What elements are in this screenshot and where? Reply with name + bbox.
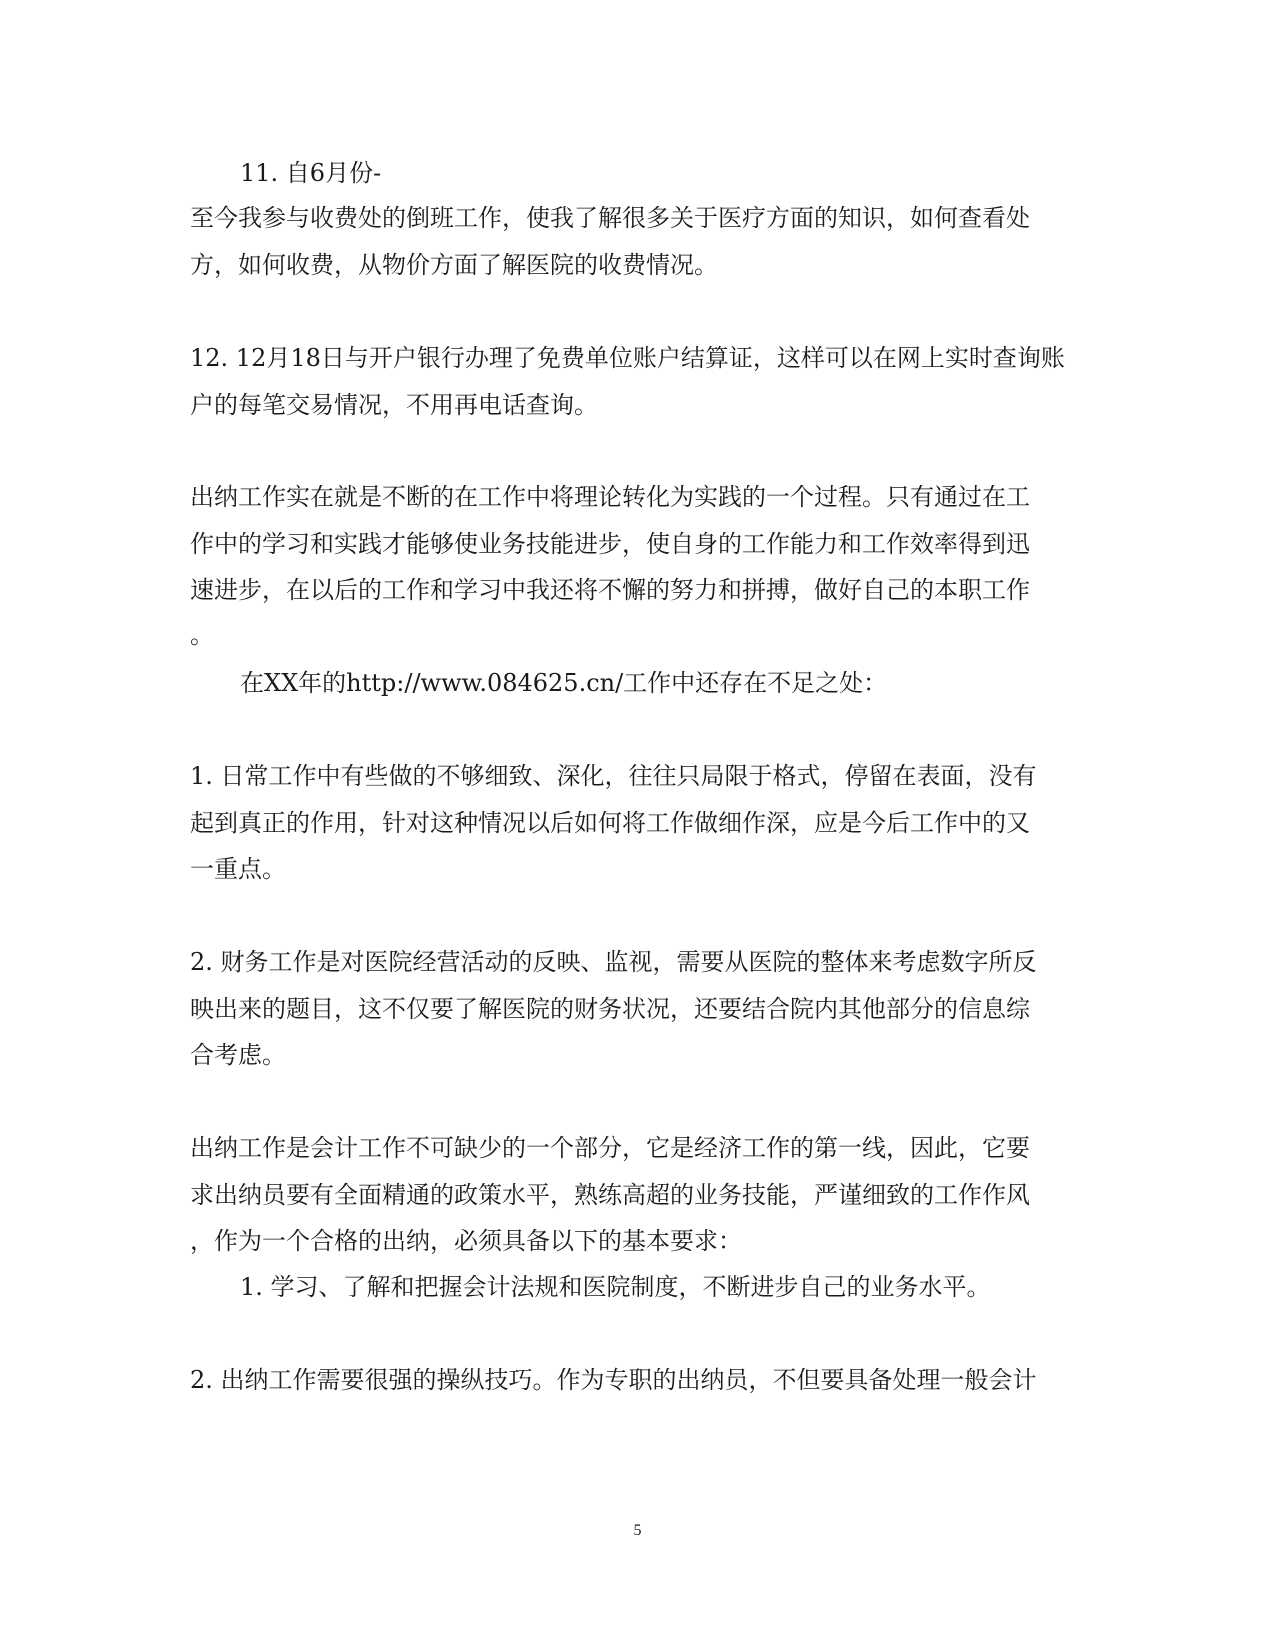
text-line: 出纳工作是会计工作不可缺少的一个部分，它是经济工作的第一线，因此，它要 xyxy=(190,1134,1030,1162)
text-line: 11. 自6月份- xyxy=(240,159,382,187)
page-number: 5 xyxy=(633,1522,642,1539)
text-line: 求出纳员要有全面精通的政策水平，熟练高超的业务技能，严谨细致的工作作风 xyxy=(190,1181,1030,1209)
text-line: 速进步，在以后的工作和学习中我还将不懈的努力和拼搏，做好自己的本职工作 xyxy=(190,576,1030,604)
text-line: 12. 12月18日与开户银行办理了免费单位账户结算证，这样可以在网上实时查询账 xyxy=(190,344,1065,372)
text-line: 合考虑。 xyxy=(190,1041,286,1069)
text-line: 作中的学习和实践才能够使业务技能进步，使自身的工作能力和工作效率得到迅 xyxy=(190,530,1030,558)
text-line: 方，如何收费，从物价方面了解医院的收费情况。 xyxy=(190,251,718,279)
text-line: 起到真正的作用，针对这种情况以后如何将工作做细作深，应是今后工作中的又 xyxy=(190,809,1030,837)
text-line: 户的每笔交易情况，不用再电话查询。 xyxy=(190,391,598,419)
text-line: 映出来的题目，这不仅要了解医院的财务状况，还要结合院内其他部分的信息综 xyxy=(190,995,1030,1023)
text-line: 1. 学习、了解和把握会计法规和医院制度，不断进步自己的业务水平。 xyxy=(240,1273,991,1301)
text-line: 至今我参与收费处的倒班工作，使我了解很多关于医疗方面的知识，如何查看处 xyxy=(190,204,1030,232)
text-line: 。 xyxy=(190,621,214,649)
text-line: 一重点。 xyxy=(190,855,286,883)
text-line: 在XX年的http://www.084625.cn/工作中还存在不足之处： xyxy=(240,669,888,697)
text-line: 1. 日常工作中有些做的不够细致、深化，往往只局限于格式，停留在表面，没有 xyxy=(190,762,1037,790)
text-line: ，作为一个合格的出纳，必须具备以下的基本要求： xyxy=(190,1227,742,1255)
text-line: 2. 财务工作是对医院经营活动的反映、监视，需要从医院的整体来考虑数字所反 xyxy=(190,948,1037,976)
text-line: 2. 出纳工作需要很强的操纵技巧。作为专职的出纳员，不但要具备处理一般会计 xyxy=(190,1366,1037,1394)
text-line: 出纳工作实在就是不断的在工作中将理论转化为实践的一个过程。只有通过在工 xyxy=(190,483,1030,511)
